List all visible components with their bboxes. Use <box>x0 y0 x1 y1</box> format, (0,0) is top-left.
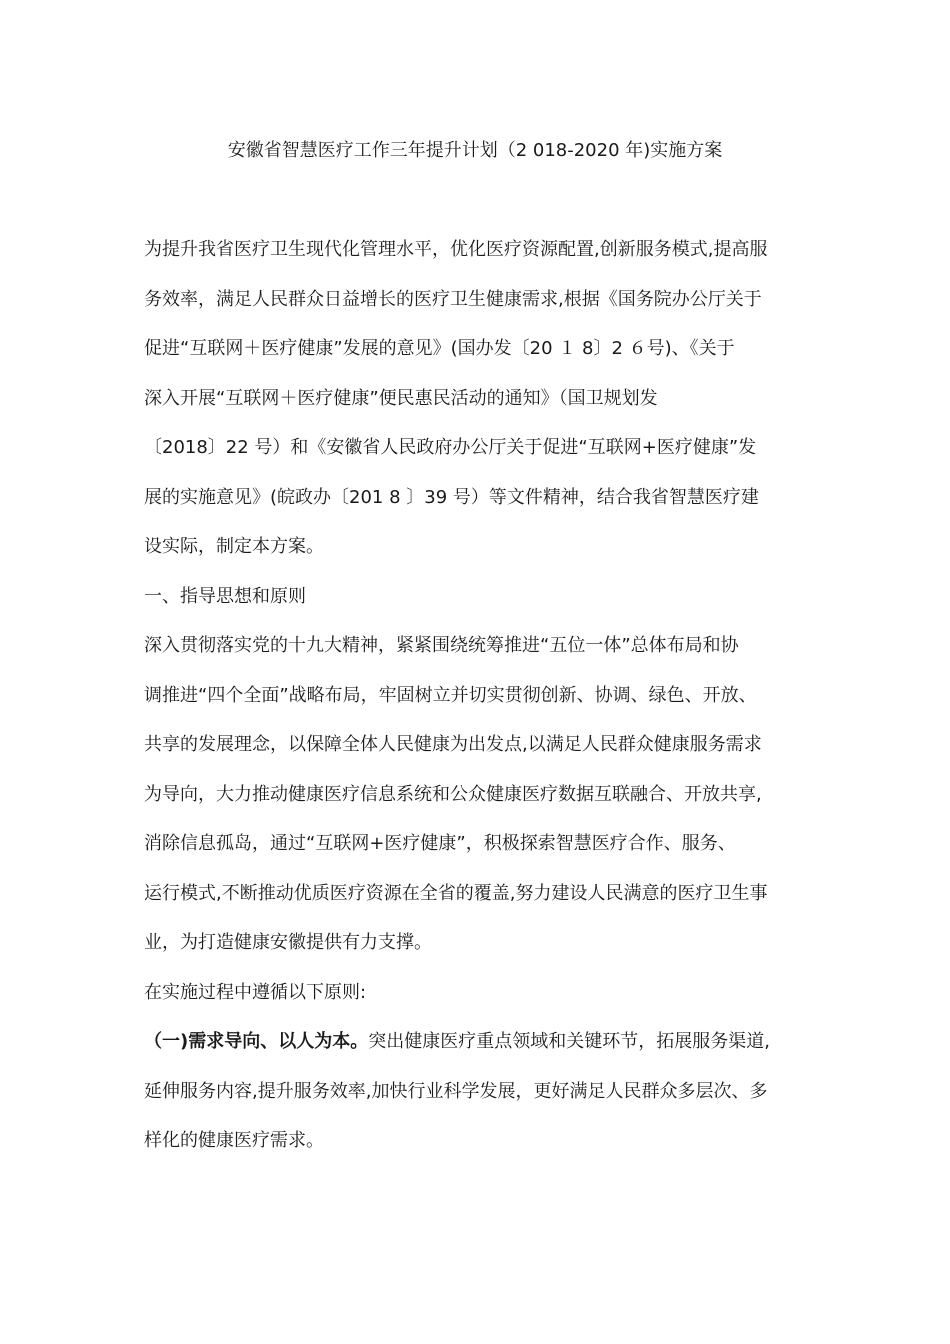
text-line: 样化的健康医疗需求。 <box>144 1130 324 1151</box>
document-title: 安徽省智慧医疗工作三年提升计划（2 018-2020 年)实施方案 <box>227 140 723 161</box>
document-body <box>144 234 824 1175</box>
text-line: 为提升我省医疗卫生现代化管理水平，优化医疗资源配置,创新服务模式,提高服 <box>144 239 768 260</box>
text-line: 消除信息孤岛，通过“互联网+医疗健康”，积极探索智慧医疗合作、服务、 <box>144 833 736 854</box>
text-line: 为导向，大力推动健康医疗信息系统和公众健康医疗数据互联融合、开放共享, <box>144 783 762 805</box>
principle-heading: （一)需求导向、以人为本。 <box>144 1031 369 1052</box>
text-line: 〔2018〕22 号）和《安徽省人民政府办公厅关于促进“互联网+医疗健康”发 <box>144 437 757 458</box>
text-line: 促进“互联网＋医疗健康”发展的意见》(国办发〔20 １ 8〕2 ６号)、《关于 <box>144 338 735 359</box>
text-line: 务效率，满足人民群众日益增长的医疗卫生健康需求,根据《国务院办公厅关于 <box>144 288 762 310</box>
text-line: 延伸服务内容,提升服务效率,加快行业科学发展，更好满足人民群众多层次、多 <box>144 1080 768 1102</box>
text-line: 业，为打造健康安徽提供有力支撑。 <box>144 932 432 953</box>
text-line: 展的实施意见》(皖政办〔201 8 〕39 号）等文件精神，结合我省智慧医疗建 <box>144 486 759 508</box>
principle-line <box>144 1026 824 1076</box>
text-line: 在实施过程中遵循以下原则: <box>144 981 367 1003</box>
text-line: 深入贯彻落实党的十九大精神，紧紧围绕统筹推进“五位一体”总体布局和协 <box>144 635 739 656</box>
text-line: 深入开展“互联网＋医疗健康”便民惠民活动的通知》（国卫规划发 <box>144 387 658 409</box>
text-line: 共享的发展理念，以保障全体人民健康为出发点,以满足人民群众健康服务需求 <box>144 734 762 755</box>
text-line: 运行模式,不断推动优质医疗资源在全省的覆盖,努力建设人民满意的医疗卫生事 <box>144 882 768 904</box>
text-line: 设实际，制定本方案。 <box>144 536 324 557</box>
section-heading: 一、指导思想和原则 <box>144 585 306 607</box>
principle-text: 突出健康医疗重点领域和关键环节，拓展服务渠道, <box>368 1031 770 1052</box>
text-line: 调推进“四个全面”战略布局，牢固树立并切实贯彻创新、协调、绿色、开放、 <box>144 684 757 706</box>
